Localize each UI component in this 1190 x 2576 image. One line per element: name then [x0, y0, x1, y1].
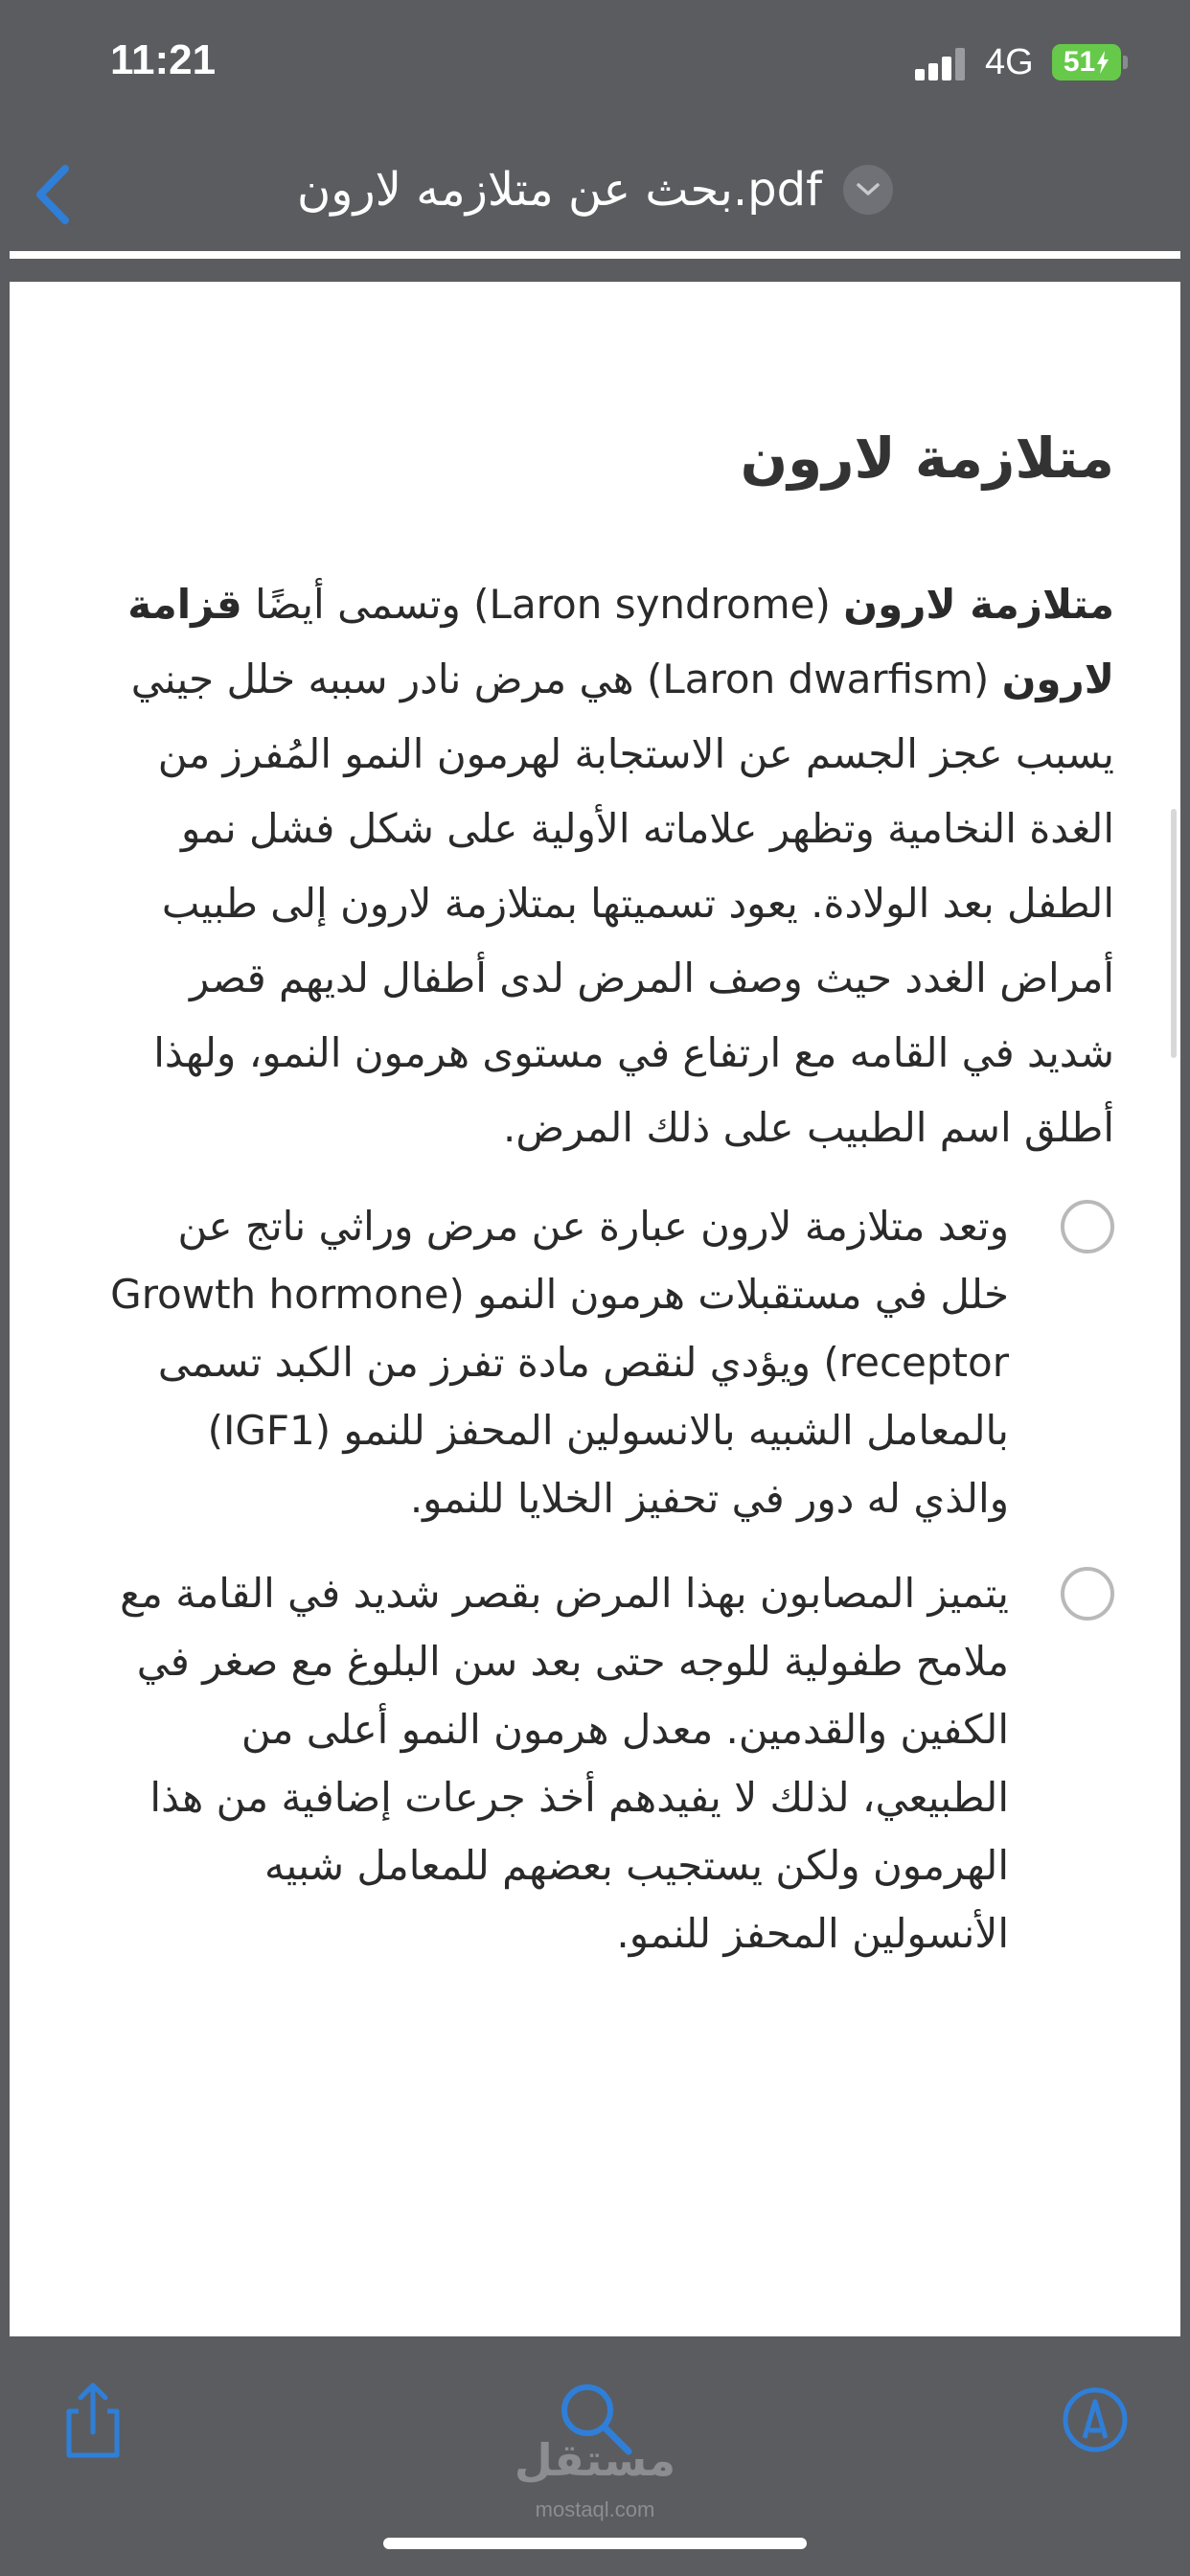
battery-cap — [1123, 56, 1128, 69]
battery-level: 51 — [1063, 46, 1096, 78]
watermark-arabic: مستقل — [514, 2434, 676, 2486]
intro-text-2: (Laron dwarfism) هي مرض نادر سببه خلل جيني يسبب عجز الجسم عن الاستجابة لهرمون النمو المُفرز من الغدة النخامية وتظهر علاماته الأولية على شكل فشل نمو الطفل بعد الولادة. يعود تسميتها بمتلازمة لارون إلى طبيب أمراض الغدد حيث وصف المرض لدى أطفال لديهم قصر شديد في القامه مع ارتفاع في مستوى هرمون النمو، ولهذا أطلق اسم الطبيب على ذلك المرض. — [130, 656, 1114, 1151]
status-time: 11:21 — [110, 36, 217, 83]
network-type: 4G — [985, 42, 1034, 82]
watermark-latin: mostaql.com — [535, 2497, 655, 2521]
document-title-button[interactable] — [0, 163, 1190, 217]
document-content — [101, 426, 1114, 1967]
intro-text-1: (Laron syndrome) وتسمى أيضًا — [241, 581, 844, 628]
radio-button[interactable] — [1061, 1567, 1114, 1621]
intro-paragraph — [101, 567, 1114, 1165]
list-item-text: يتميز المصابون بهذا المرض بقصر شديد في القامة مع ملامح طفولية للوجه حتى بعد سن البلوغ مع صغر في الكفين والقدمين. معدل هرمون النمو أعلى من الطبيعي، لذلك لا يفيدهم أخذ جرعات إضافية من هذا الهرمون ولكن يستجيب بعضهم للمعامل شبيه الأنسولين المحفز للنمو. — [120, 1570, 1009, 1957]
chevron-down-icon[interactable] — [843, 165, 893, 215]
navigation-bar — [0, 134, 1190, 249]
list-item-text: وتعد متلازمة لارون عبارة عن مرض وراثي ناتج عن خلل في مستقبلات هرمون النمو (Growth hormone receptor) ويؤدي لنقص مادة تفرز من الكبد تسمى بالمعامل الشبيه بالانسولين المحفز للنمو (IGF1) والذي له دور في تحفيز الخلايا للنمو. — [110, 1203, 1009, 1522]
document-title: بحث عن متلازمه لارون.pdf — [297, 163, 822, 217]
battery-icon — [1052, 44, 1121, 80]
home-indicator[interactable] — [383, 2538, 807, 2549]
pdf-page[interactable] — [10, 282, 1180, 2336]
bottom-toolbar — [0, 2336, 1190, 2576]
term-laron-syndrome: متلازمة لارون — [843, 581, 1114, 628]
document-heading: متلازمة لارون — [740, 426, 1114, 491]
list-item — [101, 1559, 1114, 1967]
nav-divider — [10, 251, 1180, 259]
radio-button[interactable] — [1061, 1200, 1114, 1254]
list-item — [101, 1192, 1114, 1532]
status-bar — [0, 0, 1190, 134]
charging-bolt-icon — [1096, 51, 1110, 74]
scrollbar[interactable] — [1171, 809, 1177, 1058]
signal-icon — [915, 48, 969, 80]
term-laron-dwarfism: قزامة لارون — [127, 581, 1114, 702]
